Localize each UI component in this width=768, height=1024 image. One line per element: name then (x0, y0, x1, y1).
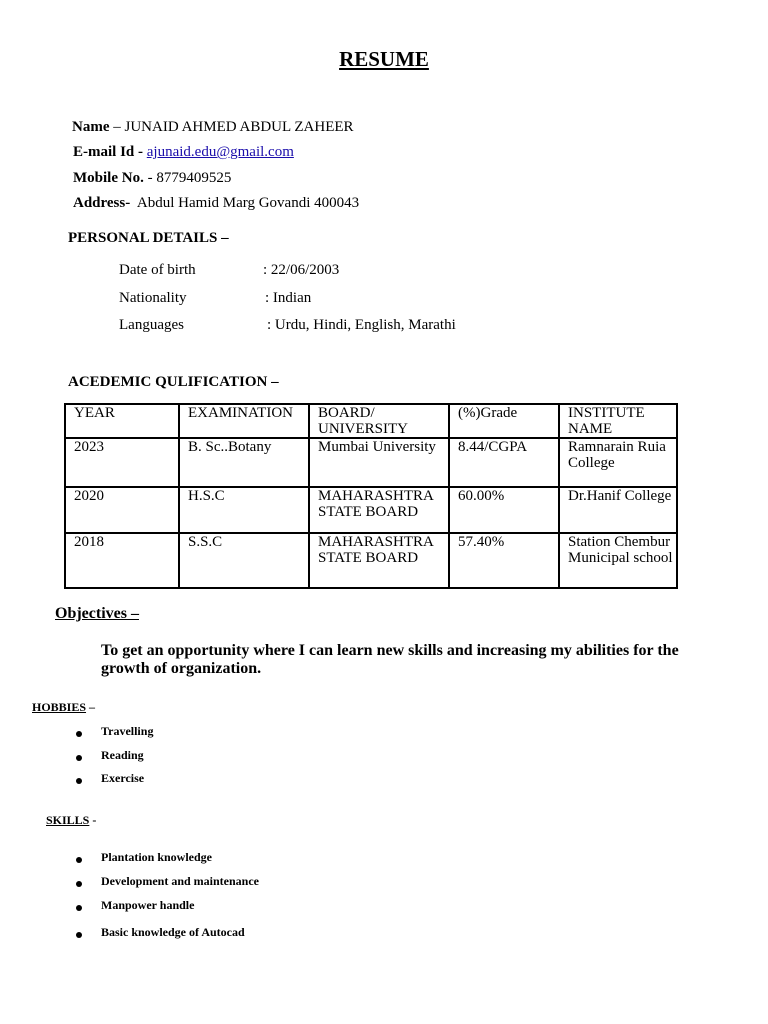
skill-item: Plantation knowledge (101, 850, 213, 864)
address-line (73, 195, 359, 212)
name-line (72, 119, 354, 136)
cell-board: MAHARASHTRA STATE BOARD (309, 533, 449, 588)
bullet-icon (76, 857, 82, 863)
mobile-line (73, 170, 231, 187)
languages-label: Languages (119, 317, 184, 333)
cell-board: Mumbai University (309, 438, 449, 487)
bullet-icon (76, 932, 82, 938)
hobbies-heading-label: HOBBIES (32, 700, 87, 714)
name-value: JUNAID AHMED ABDUL ZAHEER (124, 119, 354, 135)
dob-value: : 22/06/2003 (263, 262, 340, 278)
academic-heading: ACEDEMIC QULIFICATION – (68, 374, 279, 390)
header-examination: EXAMINATION (179, 404, 309, 438)
nationality-label: Nationality (119, 290, 187, 306)
objectives-heading: Objectives – (55, 605, 139, 622)
personal-details-heading: PERSONAL DETAILS – (68, 230, 229, 246)
academic-table (64, 403, 678, 589)
table-row (65, 533, 677, 588)
header-year: YEAR (65, 404, 179, 438)
skills-heading-label: SKILLS (46, 813, 90, 827)
mobile-value: 8779409525 (156, 170, 232, 186)
bullet-icon (76, 731, 82, 737)
dob-label: Date of birth (119, 262, 196, 278)
cell-year: 2020 (65, 487, 179, 533)
cell-examination: S.S.C (179, 533, 309, 588)
table-row (65, 487, 677, 533)
cell-grade: 8.44/CGPA (449, 438, 559, 487)
objectives-text: To get an opportunity where I can learn new skills and increasing my abilities for the growth of organization. (101, 642, 679, 677)
bullet-icon (76, 881, 82, 887)
email-line (73, 144, 294, 161)
mobile-label: Mobile No. (73, 170, 144, 186)
languages-value: : Urdu, Hindi, English, Marathi (267, 317, 456, 333)
cell-grade: 57.40% (449, 533, 559, 588)
address-value: Abdul Hamid Marg Govandi 400043 (136, 195, 360, 211)
cell-year: 2023 (65, 438, 179, 487)
header-institute: INSTITUTE NAME (559, 404, 677, 438)
mobile-separator: - (143, 170, 157, 186)
address-label: Address- (73, 195, 131, 211)
hobby-item: Reading (101, 748, 144, 762)
resume-title: RESUME (339, 47, 429, 71)
email-link[interactable]: ajunaid.edu@gmail.com (146, 144, 294, 160)
header-board: BOARD/ UNIVERSITY (309, 404, 449, 438)
cell-institute: Station Chembur Municipal school (559, 533, 677, 588)
hobbies-heading-suffix: – (86, 700, 96, 714)
hobbies-heading (32, 700, 95, 715)
cell-examination: H.S.C (179, 487, 309, 533)
cell-grade: 60.00% (449, 487, 559, 533)
skills-heading-suffix: - (89, 813, 97, 827)
cell-examination: B. Sc..Botany (179, 438, 309, 487)
name-label: Name (72, 119, 110, 135)
cell-board: MAHARASHTRA STATE BOARD (309, 487, 449, 533)
name-separator: – (109, 119, 125, 135)
skill-item: Manpower handle (101, 898, 195, 912)
hobby-item: Travelling (101, 724, 154, 738)
skills-heading (46, 813, 96, 828)
cell-institute: Ramnarain Ruia College (559, 438, 677, 487)
header-grade: (%)Grade (449, 404, 559, 438)
table-header-row (65, 404, 677, 438)
skill-item: Basic knowledge of Autocad (101, 925, 245, 939)
table-row (65, 438, 677, 487)
cell-institute: Dr.Hanif College (559, 487, 677, 533)
nationality-value: : Indian (265, 290, 312, 306)
bullet-icon (76, 905, 82, 911)
bullet-icon (76, 755, 82, 761)
hobby-item: Exercise (101, 771, 145, 785)
cell-year: 2018 (65, 533, 179, 588)
email-label: E-mail Id - (73, 144, 144, 160)
bullet-icon (76, 778, 82, 784)
skill-item: Development and maintenance (101, 874, 259, 888)
